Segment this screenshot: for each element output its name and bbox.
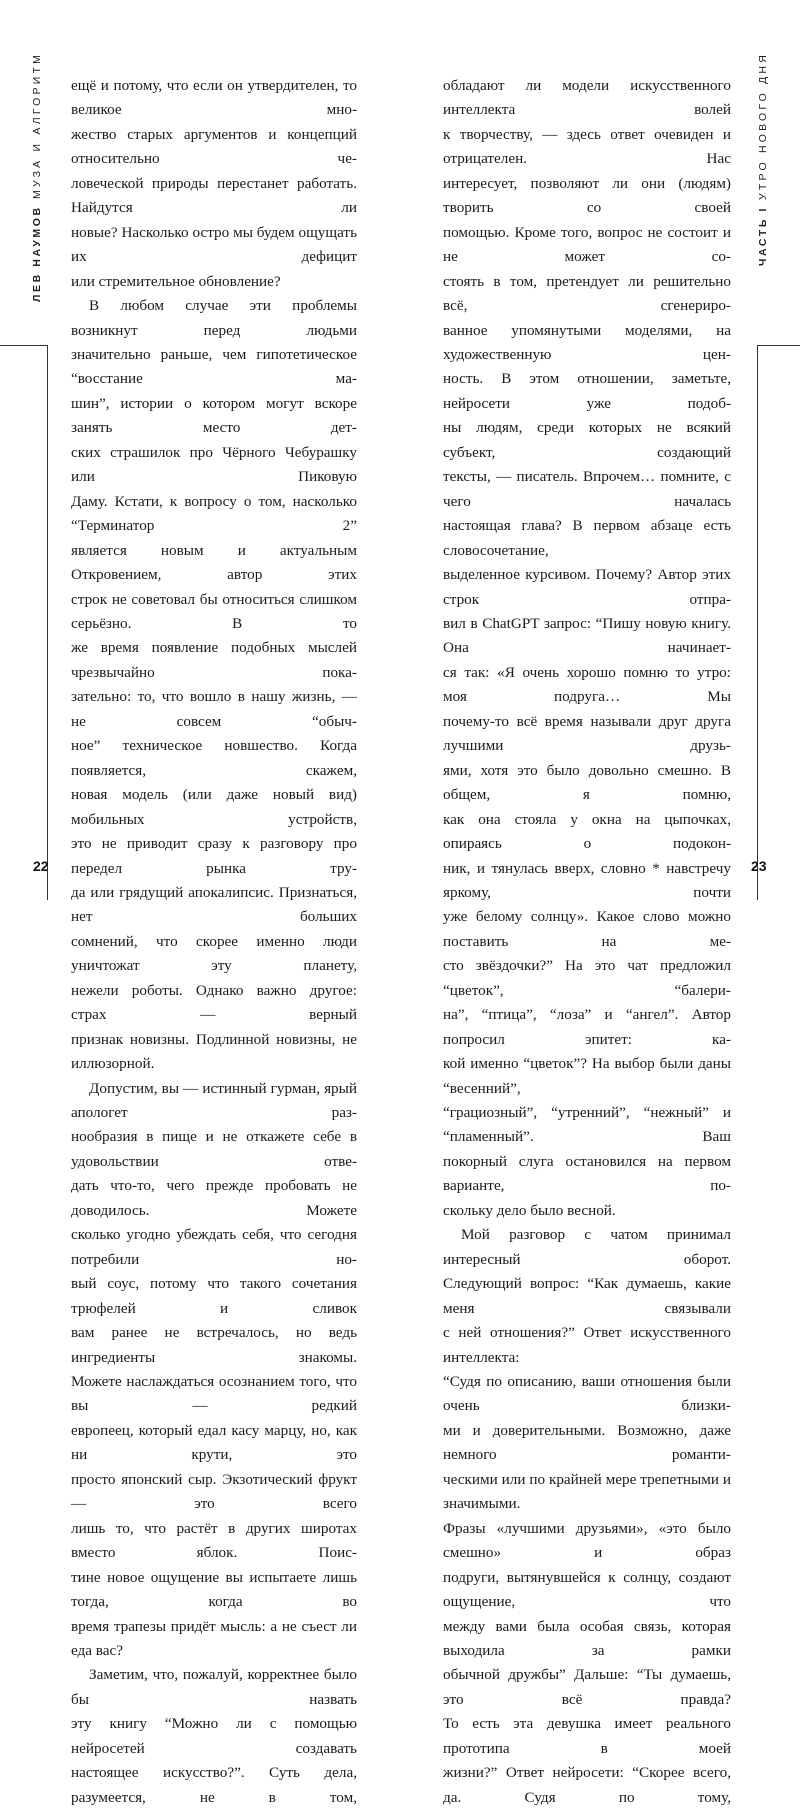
text-line: ся так: «Я очень хорошо помню то утро: моя подруга… Мы [443, 663, 731, 706]
text-line: ческими или по крайней мере трепетными и значимыми. [443, 1470, 731, 1513]
text-line: Допустим, вы — истинный гурман, ярый апологет раз- [71, 1079, 357, 1122]
text-line: интересует, позволяют ли они (людям) творить со своей [443, 174, 731, 217]
text-line: новые? Насколько остро мы будем ощущать их дефицит [71, 223, 357, 266]
right-page [400, 0, 800, 1806]
text-line: Можете наслаждаться осознанием того, что вы — редкий [71, 1373, 357, 1415]
text-line: зательно: то, что вошло в нашу жизнь, — не совсем “обыч- [71, 688, 357, 730]
text-line: как она стояла у окна на цыпочках, опираясь о подокон- [443, 810, 731, 853]
text-line: тине новое ощущение вы испытаете лишь тогда, когда во [71, 1568, 357, 1611]
text-line: к творчеству, — здесь ответ очевиден и отрицателен. Нас [443, 125, 731, 168]
text-line: европеец, который едал касу марцу, но, как ни крути, это [71, 1421, 357, 1464]
text-line: на”, “птица”, “лоза” и “ангел”. Автор попросил эпитет: ка- [443, 1006, 731, 1048]
text-line: выделенное курсивом. Почему? Автор этих строк отпра- [443, 566, 731, 608]
text-line: строк не советовал бы относиться слишком серьёзно. В то [71, 590, 357, 632]
text-line: скольку дело было весной. [443, 1201, 616, 1219]
part-label: ЧАСТЬ I [757, 205, 769, 266]
text-line: Мой разговор с чатом принимал интересный оборот. [443, 1226, 731, 1268]
part-title: УТРО НОВОГО ДНЯ [757, 52, 769, 200]
text-line: В любом случае эти проблемы возникнут перед людьми [71, 297, 357, 339]
text-line: признак новизны. Подлинной новизны, не иллюзорной. [71, 1030, 357, 1073]
left-body-text [71, 74, 357, 1810]
text-line: Фразы «лучшими друзьями», «это было смешно» и образ [443, 1519, 731, 1562]
text-line: сто звёздочки?” На это чат предложил “цветок”, “балери- [443, 957, 731, 999]
text-line: значительно раньше, чем гипотетическое “восстание ма- [71, 345, 357, 388]
text-line: нежели роботы. Однако важно другое: страх — верный [71, 981, 357, 1024]
text-line: уже белому солнцу». Какое слово можно поставить на ме- [443, 908, 731, 950]
text-line: лишь то, что растёт в других широтах вместо яблок. Поис- [71, 1519, 357, 1562]
text-line: почему-то всё время называли друг друга лучшими друзь- [443, 712, 731, 755]
text-line: жество старых аргументов и концепций относительно че- [71, 125, 357, 168]
left-page [0, 0, 400, 1806]
text-line: “Судя по описанию, ваши отношения были очень близки- [443, 1373, 731, 1415]
text-line: ник, и тянулась вверх, словно * навстречу яркому, почти [443, 859, 731, 901]
left-running-head [30, 52, 44, 332]
text-line: кой именно “цветок”? На выбор были даны “весенний”, [443, 1055, 731, 1097]
text-line: ми и доверительными. Возможно, даже немного романти- [443, 1421, 731, 1464]
text-line: жизни?” Ответ нейросети: “Скорее всего, да. Судя по тому, [443, 1764, 731, 1806]
text-line: обычной дружбы” Дальше: “Ты думаешь, это всё правда? [443, 1666, 731, 1708]
text-line: является новым и актуальным Откровением, автор этих [71, 541, 357, 584]
text-line: Заметим, что, пожалуй, корректнее было бы назвать [71, 1666, 357, 1708]
text-line: тексты, — писатель. Впрочем… помните, с чего началась [443, 468, 731, 510]
right-margin-rule-top [757, 345, 800, 346]
text-line: ских страшилок про Чёрного Чебурашку или Пиковую [71, 443, 357, 486]
text-line: Следующий вопрос: “Как думаешь, какие меня связывали [443, 1275, 731, 1317]
text-line: ванное упомянутыми моделями, на художественную цен- [443, 321, 731, 363]
text-line: Даму. Кстати, к вопросу о том, насколько “Терминатор 2” [71, 492, 357, 535]
text-line: сколько угодно убеждать себя, что сегодня потребили но- [71, 1226, 357, 1268]
text-line: “грациозный”, “утренний”, “нежный” и “пламенный”. Ваш [443, 1104, 731, 1146]
text-line: между вами была особая связь, которая выходила за рамки [443, 1617, 731, 1659]
text-line: ещё и потому, что если он утвердителен, то великое мно- [71, 77, 357, 119]
text-line: вам ранее не встречалось, но ведь ингредиенты знакомы. [71, 1324, 357, 1366]
text-line: нообразия в пище и не откажете себе в удовольствии отве- [71, 1128, 357, 1170]
text-line: настоящее искусство?”. Суть дела, разумеется, не в том, [71, 1764, 357, 1806]
text-line: да или грядущий апокалипсис. Признаться, нет больших [71, 883, 357, 926]
text-line: просто японский сыр. Экзотический фрукт — это всего [71, 1470, 357, 1513]
text-line: обладают ли модели искусственного интеллекта волей [443, 77, 731, 119]
text-line: вый соус, потому что такого сочетания трюфелей и сливок [71, 1275, 357, 1317]
text-line: То есть эта девушка имеет реального прототипа в моей [443, 1715, 731, 1757]
text-line: время трапезы придёт мысль: а не съест ли еда вас? [71, 1617, 357, 1659]
text-line: шин”, истории о котором могут вскоре занять место дет- [71, 394, 357, 437]
text-line: новая модель (или даже новый вид) мобильных устройств, [71, 786, 357, 828]
text-line: с ней отношения?” Ответ искусственного интеллекта: [443, 1324, 731, 1366]
text-line: помощью. Кроме того, вопрос не состоит и не может со- [443, 223, 731, 266]
text-line: ны людям, среди которых не всякий субъект, создающий [443, 419, 731, 461]
left-margin-rule-top [0, 345, 48, 346]
text-line: стоять в том, претендует ли решительно всё, сгенериро- [443, 272, 731, 315]
text-line: сомнений, что скорее именно люди уничтожат эту планету, [71, 932, 357, 975]
text-line: ность. В этом отношении, заметьте, нейросети уже подоб- [443, 370, 731, 412]
right-running-head [756, 52, 770, 332]
right-body-text [443, 74, 731, 1810]
right-page-number: 23 [751, 858, 767, 874]
text-line: подруги, вытянувшейся к солнцу, создают ощущение, что [443, 1568, 731, 1611]
author-name: ЛЕВ НАУМОВ [31, 205, 43, 302]
text-line: это не приводит сразу к разговору про передел рынка тру- [71, 835, 357, 877]
text-line: дать что-то, чего прежде пробовать не доводилось. Можете [71, 1177, 357, 1219]
book-title: МУЗА И АЛГОРИТМ [31, 52, 43, 200]
text-line: покорный слуга остановился на первом варианте, по- [443, 1152, 731, 1195]
text-line: ями, хотя это было довольно смешно. В общем, я помню, [443, 761, 731, 804]
text-line: настоящая глава? В первом абзаце есть словосочетание, [443, 517, 731, 559]
text-line: же время появление подобных мыслей чрезвычайно пока- [71, 639, 357, 681]
text-line: ное” техническое новшество. Когда появляется, скажем, [71, 737, 357, 779]
text-line: или стремительное обновление? [71, 272, 281, 290]
left-page-number: 22 [33, 858, 49, 874]
text-line: ловеческой природы перестанет работать. Найдутся ли [71, 174, 357, 217]
left-margin-rule [47, 345, 48, 900]
text-line: вил в ChatGPT запрос: “Пишу новую книгу. Она начинает- [443, 614, 731, 657]
right-margin-rule [757, 345, 758, 900]
text-line: эту книгу “Можно ли с помощью нейросетей создавать [71, 1715, 357, 1757]
